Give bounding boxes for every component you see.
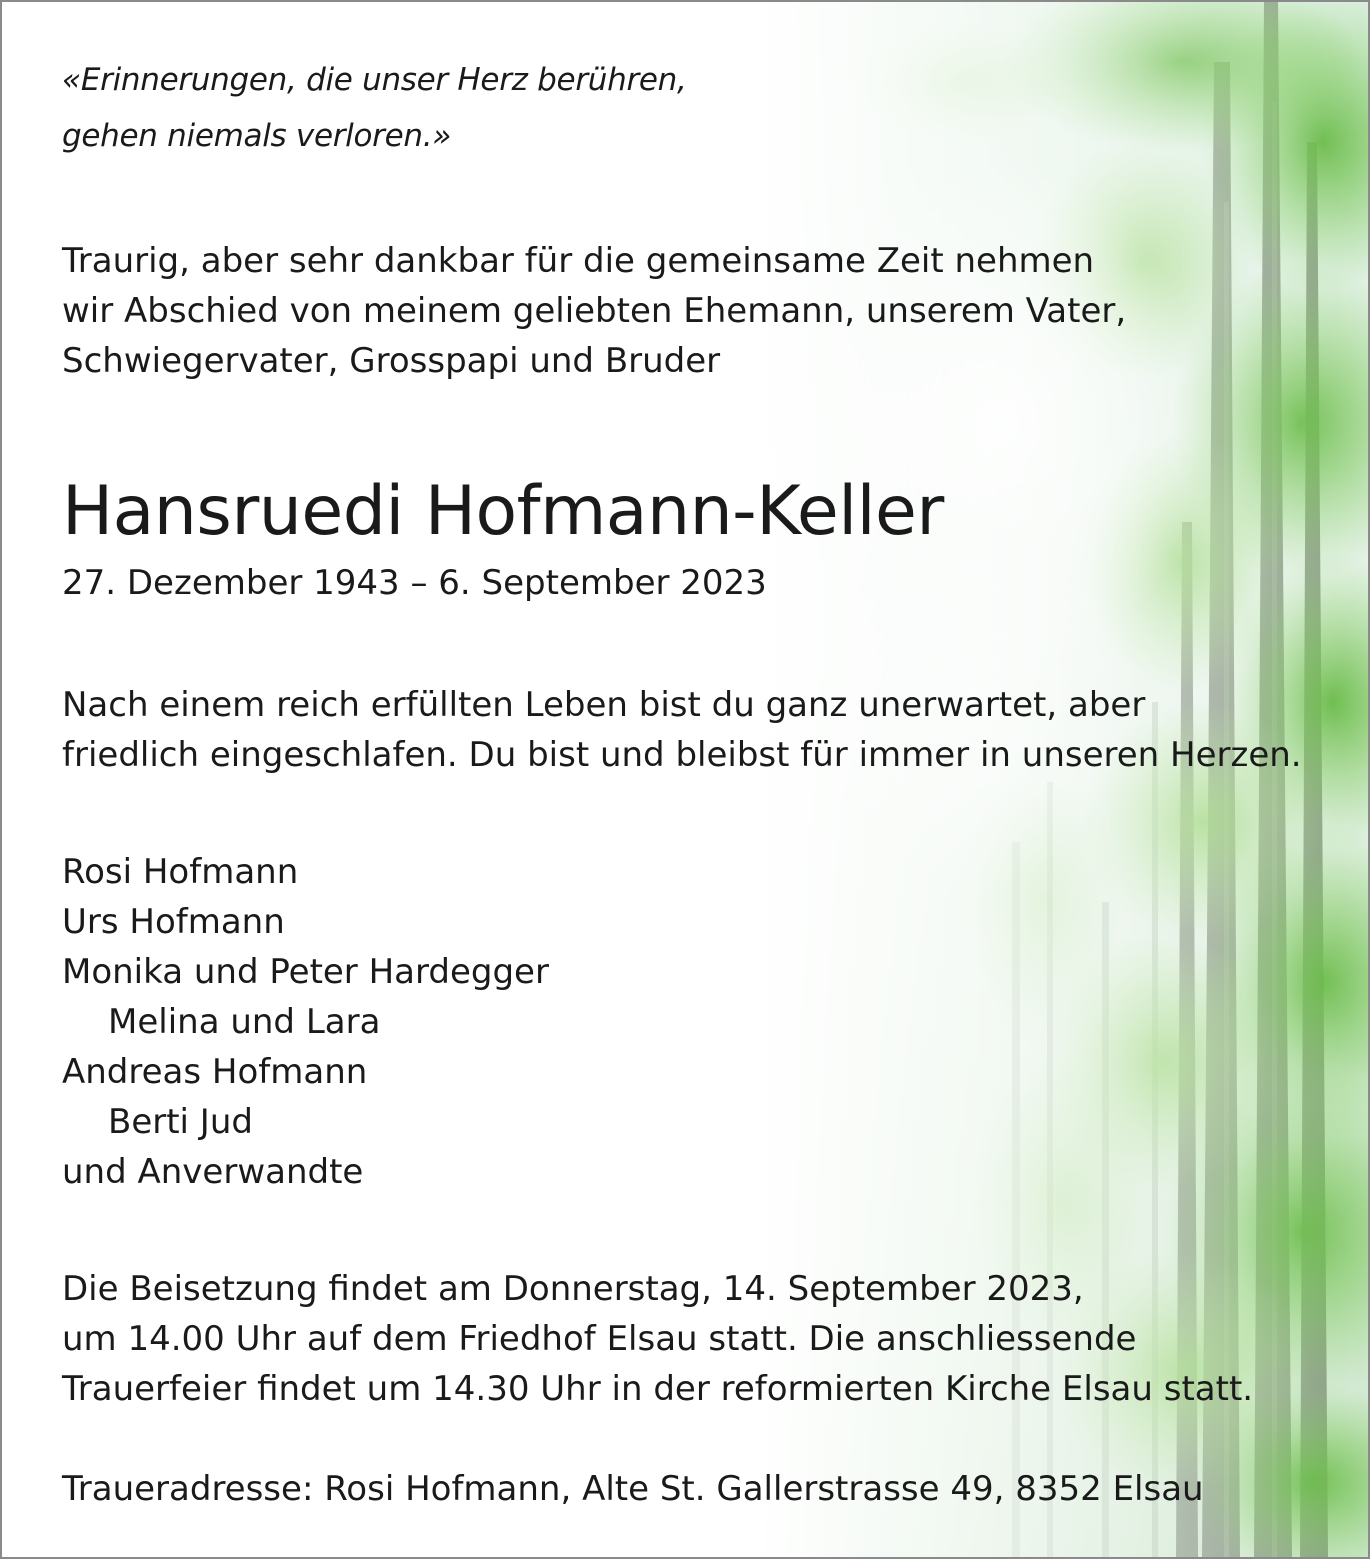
intro-line: wir Abschied von meinem geliebten Ehemann, unserem Vater,	[62, 291, 1127, 331]
memorial-quote	[62, 52, 687, 164]
farewell-message	[62, 680, 1302, 780]
service-line: um 14.00 Uhr auf dem Friedhof Elsau statt. Die anschliessende	[62, 1319, 1137, 1359]
mourner-name: Berti Jud	[108, 1102, 253, 1142]
funeral-service-info	[62, 1264, 1253, 1414]
mourner-name: Rosi Hofmann	[62, 852, 299, 892]
mourner-name: Andreas Hofmann	[62, 1052, 368, 1092]
mourners-list	[62, 847, 549, 1197]
mourning-address: Traueradresse: Rosi Hofmann, Alte St. Gallerstrasse 49, 8352 Elsau	[62, 1469, 1204, 1509]
quote-line: «Erinnerungen, die unser Herz berühren,	[62, 62, 687, 98]
intro-paragraph	[62, 236, 1126, 386]
mourner-name: Melina und Lara	[108, 1002, 381, 1042]
mourner-name: und Anverwandte	[62, 1152, 364, 1192]
message-line: friedlich eingeschlafen. Du bist und bleibst für immer in unseren Herzen.	[62, 735, 1302, 775]
service-line: Die Beisetzung findet am Donnerstag, 14. September 2023,	[62, 1269, 1084, 1309]
intro-line: Schwiegervater, Grosspapi und Bruder	[62, 341, 721, 381]
quote-line: gehen niemals verloren.»	[62, 118, 452, 154]
mourner-name: Monika und Peter Hardegger	[62, 952, 549, 992]
deceased-name: Hansruedi Hofmann-Keller	[62, 472, 944, 551]
mourner-name: Urs Hofmann	[62, 902, 285, 942]
intro-line: Traurig, aber sehr dankbar für die gemeinsame Zeit nehmen	[62, 241, 1095, 281]
life-dates: 27. Dezember 1943 – 6. September 2023	[62, 563, 767, 603]
service-line: Trauerfeier findet um 14.30 Uhr in der reformierten Kirche Elsau statt.	[62, 1369, 1254, 1409]
message-line: Nach einem reich erfüllten Leben bist du ganz unerwartet, aber	[62, 685, 1146, 725]
